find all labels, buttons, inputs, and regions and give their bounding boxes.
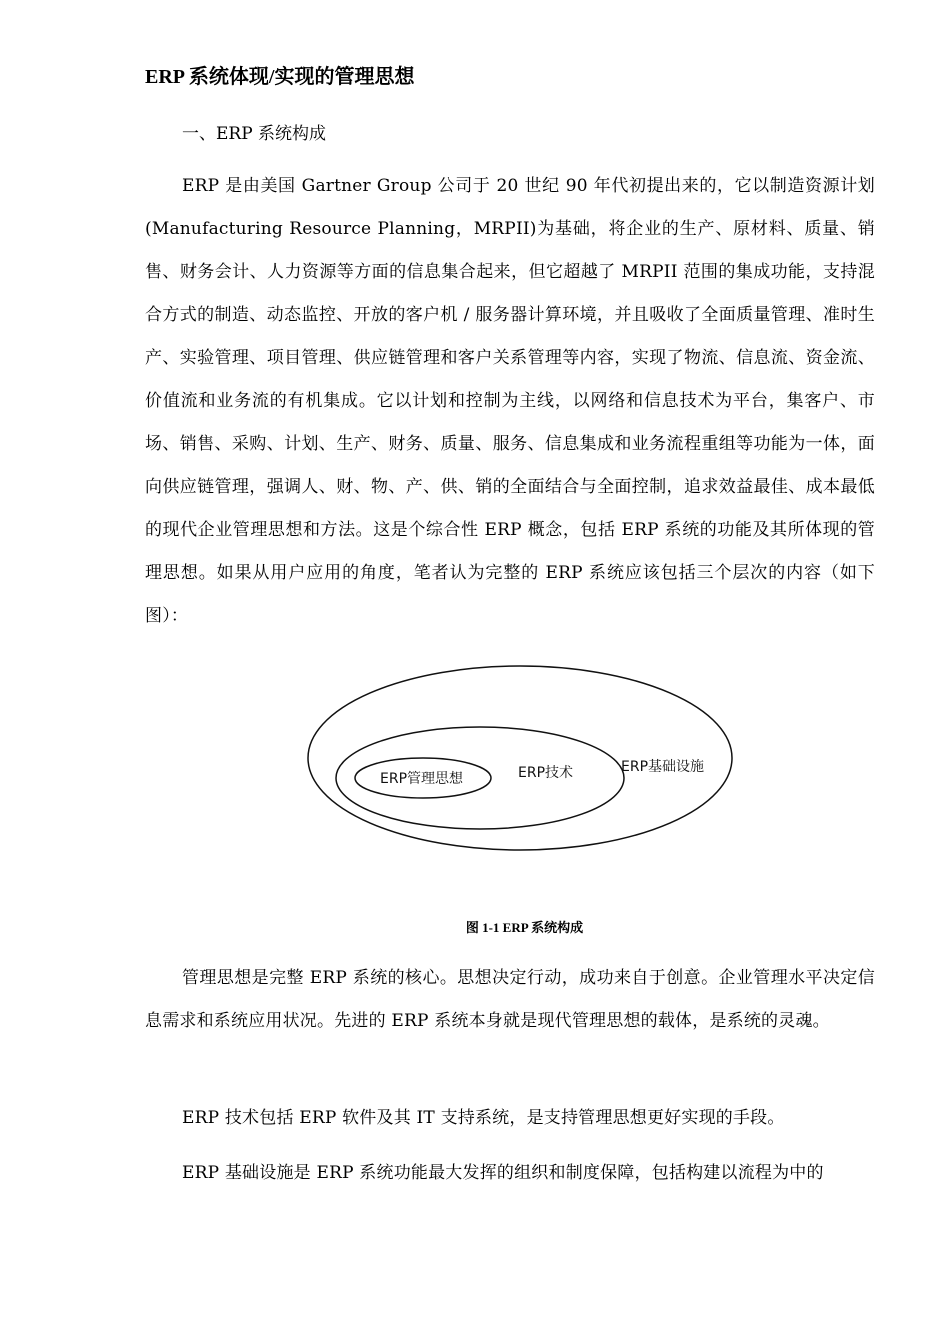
label-management-thought: ERP管理思想 — [380, 771, 464, 787]
figure-caption: 图 1-1 ERP 系统构成 — [465, 920, 584, 935]
paragraph-erp-definition: ERP 是由美国 Gartner Group 公司于 20 世纪 90 年代初提出来的，它以制造资源计划(Manufacturing Resource Planning，MRPII)为基础，将企业的生产、原材料、质量、销售、财务会计、人力资源等方面的信息集合起来，但它超越了 MRPII 范围的集成功能，支持混合方式的制造、动态监控、开放的客户机 / 服务器计算环境，并且吸收了全面质量管理、准时生产、实验管理、项目管理、供应链管理和客户关系管理等内容，实现了物流、信息流、资金流、价值流和业务流的有机集成。它以计划和控制为主线，以网络和信息技术为平台，集客户、市场、销售、采购、计划、生产、财务、质量、服务、信息集成和业务流程重组等功能为一体，面向供应链管理，强调人、财、物、产、供、销的全面结合与全面控制，追求效益最佳、成本最低的现代企业管理思想和方法。这是个综合性 ERP 概念，包括 ERP 系统的功能及其所体现的管理思想。如果从用户应用的角度，笔者认为完整的 ERP 系统应该包括三个层次的内容（如下图）： — [145, 176, 875, 626]
outer-ellipse-infrastructure — [308, 666, 732, 850]
erp-composition-diagram — [300, 660, 750, 860]
label-infrastructure: ERP基础设施 — [621, 759, 705, 775]
paragraph-erp-technology: ERP 技术包括 ERP 软件及其 IT 支持系统，是支持管理思想更好实现的手段。 — [182, 1108, 785, 1128]
page-title: ERP 系统体现/实现的管理思想 — [145, 66, 415, 88]
paragraph-erp-infrastructure: ERP 基础设施是 ERP 系统功能最大发挥的组织和制度保障，包括构建以流程为中的 — [182, 1163, 824, 1183]
label-technology: ERP技术 — [518, 765, 574, 781]
section-heading: 一、ERP 系统构成 — [182, 124, 327, 144]
paragraph-management-thought: 管理思想是完整 ERP 系统的核心。思想决定行动，成功来自于创意。企业管理水平决定信息需求和系统应用状况。先进的 ERP 系统本身就是现代管理思想的载体，是系统的灵魂。 — [145, 968, 875, 1031]
nested-ellipse-diagram — [300, 660, 750, 860]
